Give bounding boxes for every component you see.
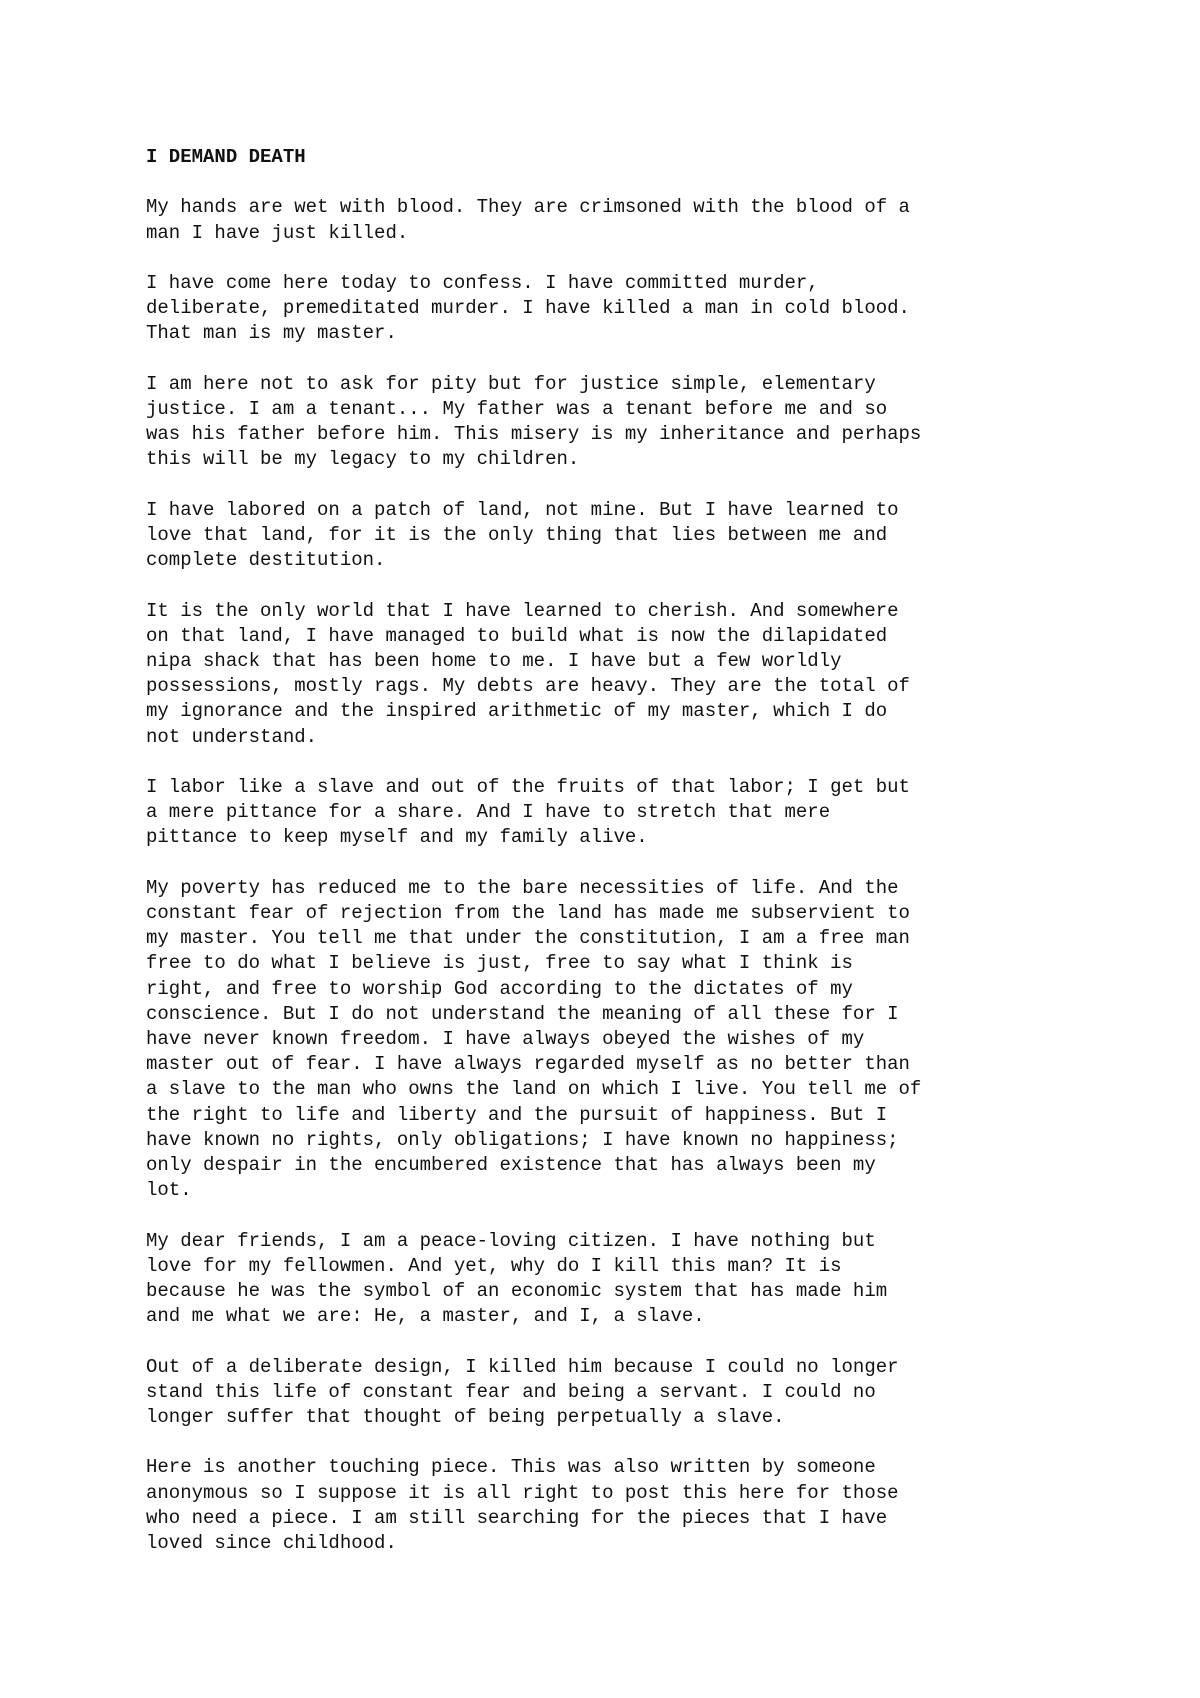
- text-line: I labor like a slave and out of the fruits of that labor; I get but: [146, 775, 910, 798]
- text-line: free to do what I believe is just, free to say what I think is: [146, 952, 853, 975]
- text-line: a slave to the man who owns the land on which I live. You tell me of: [146, 1078, 922, 1101]
- paragraph: [146, 1229, 1076, 1330]
- text-line: my ignorance and the inspired arithmetic of my master, which I do: [146, 700, 888, 723]
- text-line: Here is another touching piece. This was also written by someone: [146, 1456, 876, 1479]
- text-line: love for my fellowmen. And yet, why do I kill this man? It is: [146, 1254, 842, 1277]
- text-line: man I have just killed.: [146, 221, 409, 244]
- text-line: not understand.: [146, 725, 318, 748]
- text-line: master out of fear. I have always regarded myself as no better than: [146, 1053, 910, 1076]
- paragraph: [146, 1455, 1076, 1556]
- paragraph: [146, 1355, 1076, 1431]
- paragraph: [146, 271, 1076, 347]
- text-line: I have labored on a patch of land, not mine. But I have learned to: [146, 498, 899, 521]
- text-line: loved since childhood.: [146, 1532, 397, 1555]
- text-line: was his father before him. This misery is my inheritance and perhaps: [146, 423, 922, 446]
- text-line: this will be my legacy to my children.: [146, 448, 580, 471]
- text-line: on that land, I have managed to build what is now the dilapidated: [146, 624, 888, 647]
- paragraph: [146, 876, 1076, 1204]
- text-line: anonymous so I suppose it is all right to post this here for those: [146, 1481, 899, 1504]
- text-line: only despair in the encumbered existence that has always been my: [146, 1154, 876, 1177]
- text-line: justice. I am a tenant... My father was a tenant before me and so: [146, 397, 888, 420]
- text-line: My dear friends, I am a peace-loving citizen. I have nothing but: [146, 1229, 876, 1252]
- text-line: longer suffer that thought of being perpetually a slave.: [146, 1406, 785, 1429]
- document-page: [146, 145, 1076, 1581]
- text-line: lot.: [146, 1179, 192, 1202]
- text-line: who need a piece. I am still searching for the pieces that I have: [146, 1506, 888, 1529]
- paragraph: [146, 372, 1076, 473]
- text-line: my master. You tell me that under the constitution, I am a free man: [146, 927, 910, 950]
- text-line: have known no rights, only obligations; I have known no happiness;: [146, 1128, 899, 1151]
- text-line: right, and free to worship God according to the dictates of my: [146, 977, 853, 1000]
- text-line: constant fear of rejection from the land has made me subservient to: [146, 901, 910, 924]
- text-line: It is the only world that I have learned to cherish. And somewhere: [146, 599, 899, 622]
- text-line: because he was the symbol of an economic system that has made him: [146, 1280, 888, 1303]
- paragraph: [146, 195, 1076, 245]
- text-line: That man is my master.: [146, 322, 397, 345]
- text-line: stand this life of constant fear and being a servant. I could no: [146, 1380, 876, 1403]
- text-line: have never known freedom. I have always obeyed the wishes of my: [146, 1028, 865, 1050]
- text-line: I am here not to ask for pity but for justice simple, elementary: [146, 372, 876, 395]
- text-line: possessions, mostly rags. My debts are heavy. They are the total of: [146, 675, 910, 698]
- text-line: love that land, for it is the only thing that lies between me and: [146, 523, 888, 546]
- text-line: and me what we are: He, a master, and I, a slave.: [146, 1305, 705, 1328]
- text-line: a mere pittance for a share. And I have to stretch that mere: [146, 801, 831, 824]
- text-line: pittance to keep myself and my family alive.: [146, 826, 648, 849]
- paragraph: [146, 775, 1076, 851]
- document-title: I DEMAND DEATH: [146, 146, 306, 168]
- text-line: My hands are wet with blood. They are crimsoned with the blood of a: [146, 196, 910, 219]
- document-body: [146, 195, 1076, 1556]
- text-line: conscience. But I do not understand the meaning of all these for I: [146, 1002, 899, 1025]
- paragraph: [146, 498, 1076, 574]
- text-line: the right to life and liberty and the pursuit of happiness. But I: [146, 1103, 888, 1126]
- text-line: I have come here today to confess. I have committed murder,: [146, 271, 819, 294]
- text-line: My poverty has reduced me to the bare necessities of life. And the: [146, 876, 899, 899]
- paragraph: [146, 599, 1076, 750]
- text-line: deliberate, premeditated murder. I have killed a man in cold blood.: [146, 297, 910, 320]
- text-line: nipa shack that has been home to me. I have but a few worldly: [146, 649, 842, 672]
- text-line: Out of a deliberate design, I killed him because I could no longer: [146, 1355, 899, 1378]
- text-line: complete destitution.: [146, 549, 386, 572]
